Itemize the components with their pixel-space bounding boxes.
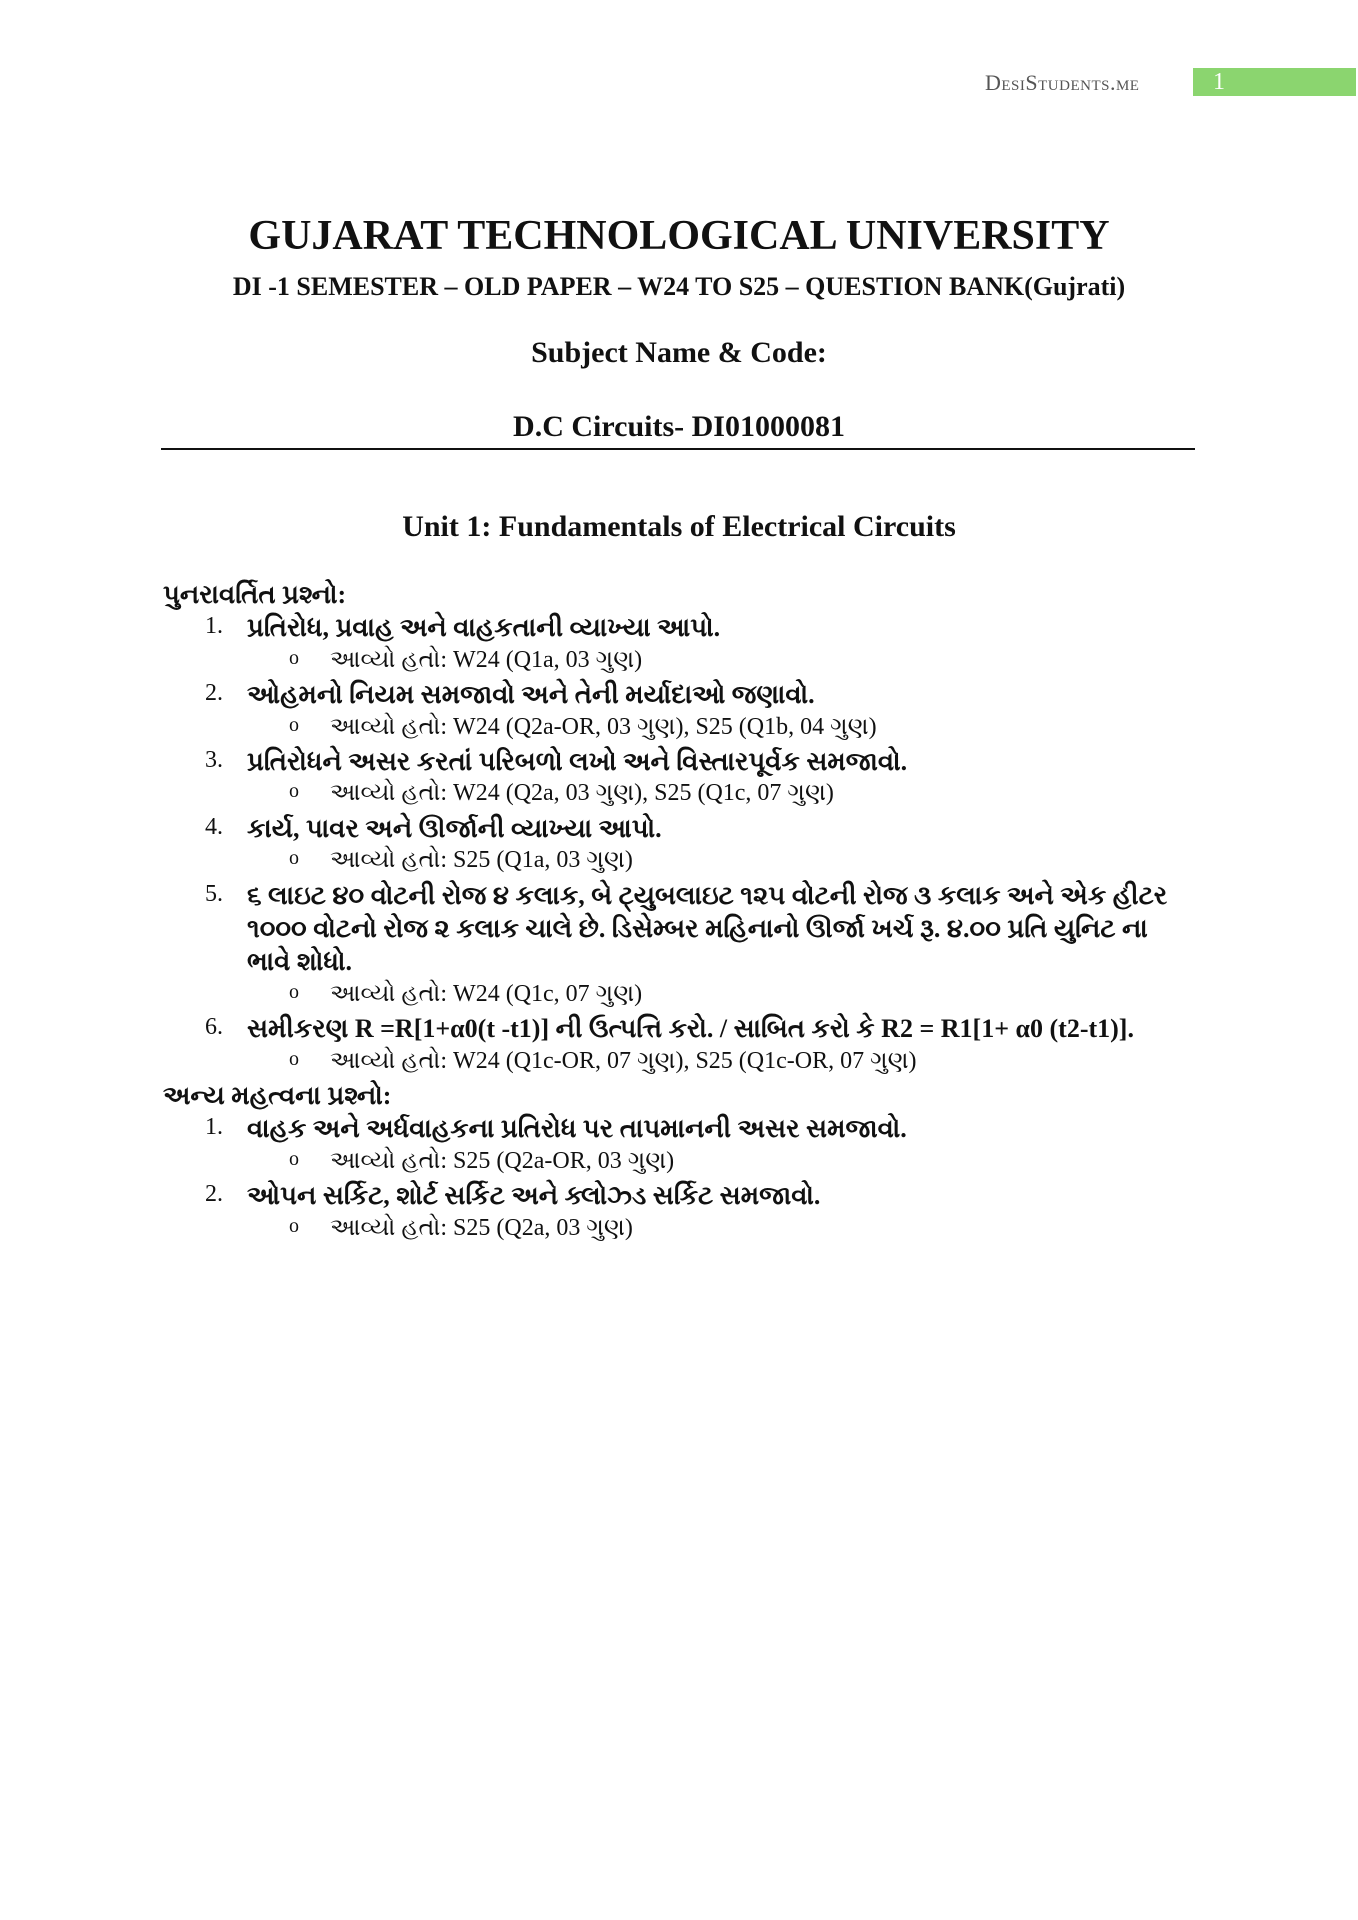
- bullet-icon: o: [289, 1214, 299, 1237]
- question-number: 5.: [205, 880, 223, 907]
- subject-name-code: D.C Circuits- DI01000081: [513, 410, 845, 443]
- university-title: GUJARAT TECHNOLOGICAL UNIVERSITY: [248, 213, 1110, 259]
- question-number: 3.: [205, 747, 223, 773]
- question-number: 1.: [205, 1114, 223, 1141]
- divider: [161, 448, 1195, 450]
- asked-in: આવ્યો હતો: S25 (Q1a, 03 ગુણ): [330, 847, 633, 874]
- question-text: ૬ લાઇટ ૪૦ વોટની રોજ ૪ કલાક, બે ટ્યુબલાઇટ ૧૨૫ વોટની રોજ ૩ કલાક અને એક હીટર: [247, 880, 1168, 910]
- question-text: કાર્ય, પાવર અને ઊર્જાની વ્યાખ્યા આપો.: [247, 813, 662, 843]
- asked-in: આવ્યો હતો: W24 (Q1c, 07 ગુણ): [330, 980, 643, 1007]
- question-text: ઓપન સર્કિટ, શોર્ટ સર્કિટ અને ક્લોઝ્ડ સર્કિટ સમજાવો.: [247, 1181, 821, 1211]
- paper-subtitle: DI -1 SEMESTER – OLD PAPER – W24 TO S25 – QUESTION BANK(Gujrati): [232, 272, 1126, 301]
- asked-in: આવ્યો હતો: W24 (Q2a-OR, 03 ગુણ), S25 (Q1b, 04 ગુણ): [330, 713, 877, 740]
- asked-in: આવ્યો હતો: W24 (Q1c-OR, 07 ગુણ), S25 (Q1c-OR, 07 ગુણ): [330, 1047, 917, 1074]
- asked-in: આવ્યો હતો: W24 (Q1a, 03 ગુણ): [330, 646, 643, 673]
- question-number: 4.: [205, 813, 223, 840]
- bullet-icon: o: [289, 646, 299, 669]
- question-number: 6.: [205, 1014, 223, 1041]
- bullet-icon: o: [289, 1147, 299, 1170]
- page-number-badge: 1: [1193, 68, 1356, 96]
- asked-in: આવ્યો હતો: S25 (Q2a-OR, 03 ગુણ): [330, 1147, 675, 1174]
- bullet-icon: o: [289, 1047, 299, 1070]
- question-text: પ્રતિરોધ, પ્રવાહ અને વાહકતાની વ્યાખ્યા આપો.: [247, 613, 721, 643]
- bullet-icon: o: [289, 780, 299, 803]
- subject-label: Subject Name & Code:: [531, 336, 827, 369]
- question-text: પ્રતિરોધને અસર કરતાં પરિબળો લખો અને વિસ્તારપૂર્વક સમજાવો.: [247, 747, 908, 776]
- asked-in: આવ્યો હતો: S25 (Q2a, 03 ગુણ): [330, 1214, 633, 1241]
- question-text: ભાવે શોધો.: [247, 947, 353, 977]
- section-heading: પુનરાવર્તિત પ્રશ્નો:: [163, 580, 347, 609]
- bullet-icon: o: [289, 847, 299, 870]
- question-text: ઓહમનો નિયમ સમજાવો અને તેની મર્યાદાઓ જણાવો.: [247, 680, 815, 710]
- bullet-icon: o: [289, 713, 299, 736]
- question-text: વાહક અને અર્ધવાહકના પ્રતિરોધ પર તાપમાનની અસર સમજાવો.: [247, 1114, 907, 1144]
- question-text: સમીકરણ R =R[1+α0(t -t1)] ની ઉત્પત્તિ કરો. / સાબિત કરો કે R2 = R1[1+ α0 (t2-t1)].: [247, 1014, 1134, 1044]
- question-number: 2.: [205, 1181, 223, 1208]
- bullet-icon: o: [289, 980, 299, 1003]
- question-text: ૧૦૦૦ વોટનો રોજ ૨ કલાક ચાલે છે. ડિસેમ્બર મહિનાનો ઊર્જા ખર્ચ રૂ. ૪.૦૦ પ્રતિ યુનિટ ના: [247, 914, 1148, 943]
- question-number: 2.: [205, 680, 223, 707]
- question-number: 1.: [205, 613, 223, 640]
- section-heading: અન્ય મહત્વના પ્રશ્નો:: [163, 1081, 392, 1110]
- unit-heading: Unit 1: Fundamentals of Electrical Circuits: [402, 510, 956, 543]
- header-site-name: DesiStudents.me: [985, 70, 1140, 95]
- asked-in: આવ્યો હતો: W24 (Q2a, 03 ગુણ), S25 (Q1c, 07 ગુણ): [330, 780, 834, 807]
